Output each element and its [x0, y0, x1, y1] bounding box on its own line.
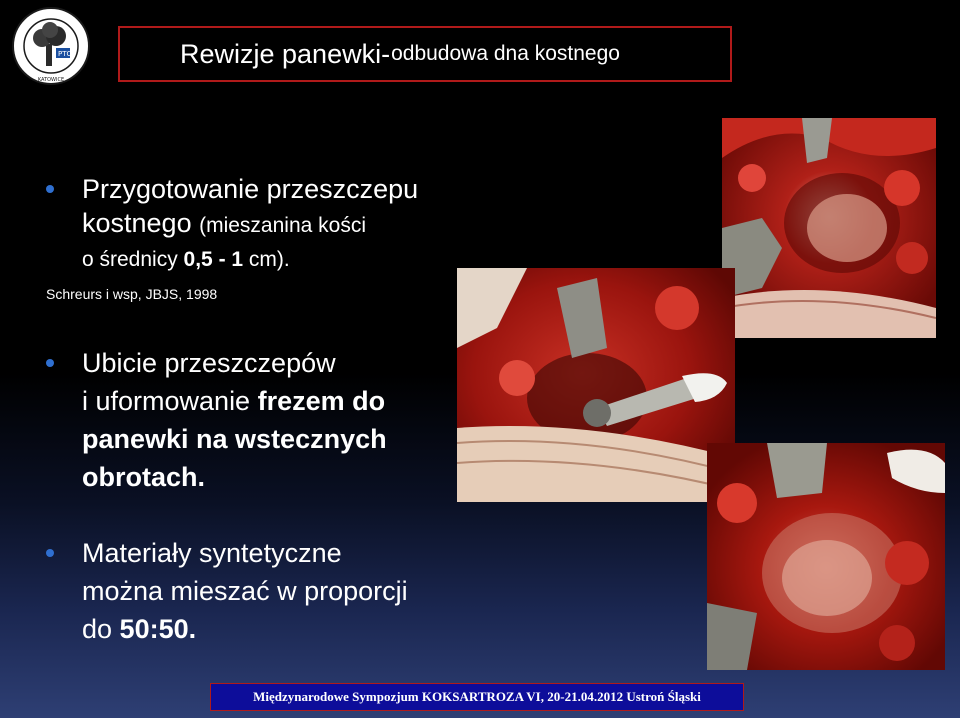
conference-footer: Międzynarodowe Sympozjum KOKSARTROZA VI, 20-21.04.2012 Ustroń Śląski — [210, 683, 744, 711]
surgical-photo-reamer — [457, 268, 735, 502]
bullet-2-line-3: panewki na wstecznych — [82, 424, 387, 454]
surgical-photo-acetabulum — [722, 118, 936, 338]
title-main: Rewizje panewki- — [180, 38, 391, 69]
bullet-dot-icon — [46, 359, 54, 367]
bullet-graft-preparation — [46, 172, 486, 277]
title-sub: odbudowa dna kostnego — [391, 42, 620, 65]
bullet-synthetic-materials — [46, 534, 506, 648]
surgical-photo-graft-bed — [707, 443, 945, 670]
citation: Schreurs i wsp, JBJS, 1998 — [46, 286, 218, 302]
svg-text:KATOWICE: KATOWICE — [37, 77, 65, 83]
bullet-1-line-1: Przygotowanie przeszczepu — [82, 174, 419, 204]
slide-title — [118, 26, 732, 82]
bullet-2-line-1: Ubicie przeszczepów — [82, 348, 336, 378]
svg-text:PTO: PTO — [58, 50, 73, 58]
society-logo — [6, 6, 96, 86]
bullet-1-line-3: o średnicy 0,5 - 1 cm). — [82, 248, 290, 271]
bullet-2-line-2: i uformowanie frezem do — [82, 386, 386, 416]
bullet-dot-icon — [46, 185, 54, 193]
bullet-graft-impaction — [46, 344, 466, 496]
bullet-3-line-3: do 50:50. — [82, 614, 197, 644]
bullet-2-line-4: obrotach. — [82, 462, 206, 492]
bullet-dot-icon — [46, 549, 54, 557]
bullet-3-line-1: Materiały syntetyczne — [82, 538, 342, 568]
bullet-1-line-2: kostnego (mieszanina kości — [82, 208, 366, 238]
bullet-3-line-2: można mieszać w proporcji — [82, 576, 408, 606]
